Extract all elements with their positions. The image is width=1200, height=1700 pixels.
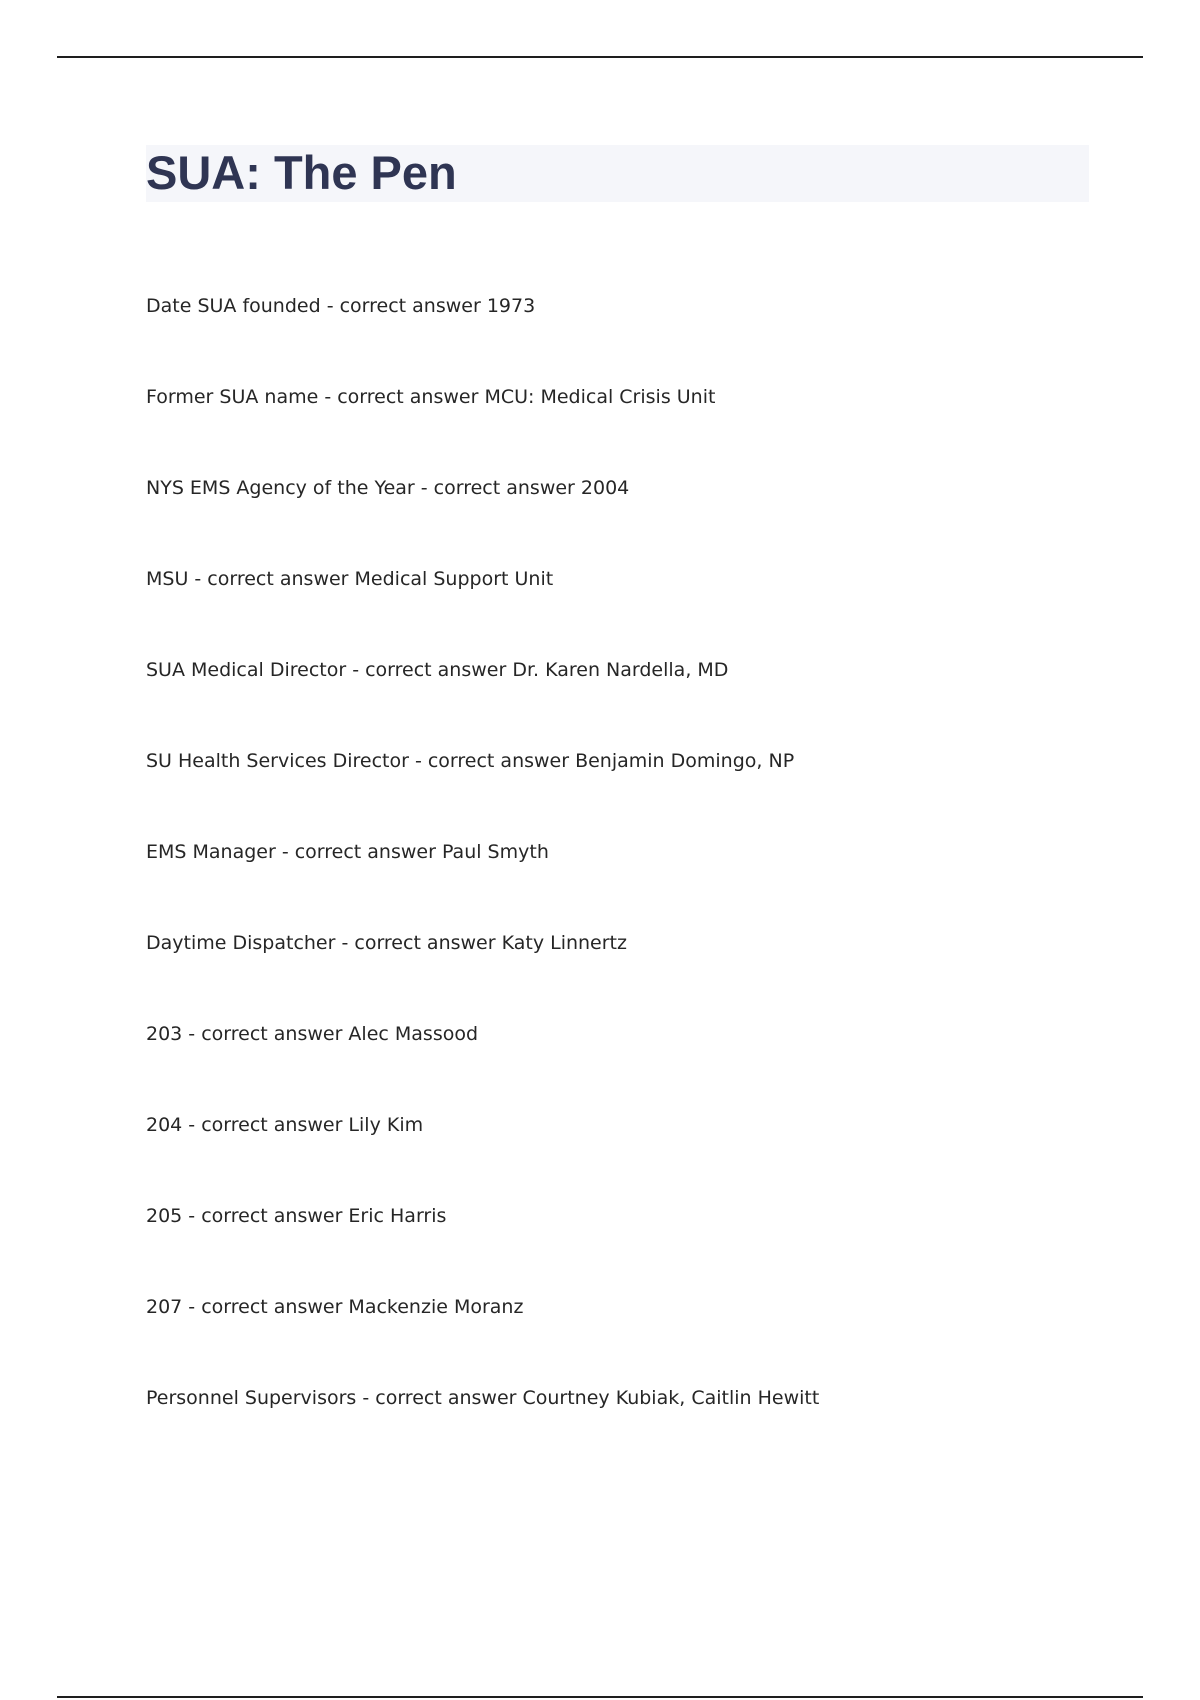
bottom-divider (57, 1696, 1143, 1698)
qa-item: 207 - correct answer Mackenzie Moranz (146, 1296, 524, 1318)
qa-item: Personnel Supervisors - correct answer Courtney Kubiak, Caitlin Hewitt (146, 1387, 820, 1409)
page-title: SUA: The Pen (146, 146, 457, 199)
qa-list (146, 292, 1106, 1475)
qa-item: Former SUA name - correct answer MCU: Medical Crisis Unit (146, 386, 716, 408)
qa-item: 203 - correct answer Alec Massood (146, 1023, 479, 1045)
qa-item: NYS EMS Agency of the Year - correct answer 2004 (146, 477, 630, 499)
qa-item: Date SUA founded - correct answer 1973 (146, 295, 536, 317)
qa-item: SU Health Services Director - correct answer Benjamin Domingo, NP (146, 750, 795, 772)
qa-item: 205 - correct answer Eric Harris (146, 1205, 447, 1227)
qa-item: SUA Medical Director - correct answer Dr. Karen Nardella, MD (146, 659, 729, 681)
top-divider (57, 56, 1143, 58)
qa-item: MSU - correct answer Medical Support Unit (146, 568, 554, 590)
qa-item: 204 - correct answer Lily Kim (146, 1114, 424, 1136)
qa-item: Daytime Dispatcher - correct answer Katy Linnertz (146, 932, 627, 954)
qa-item: EMS Manager - correct answer Paul Smyth (146, 841, 549, 863)
